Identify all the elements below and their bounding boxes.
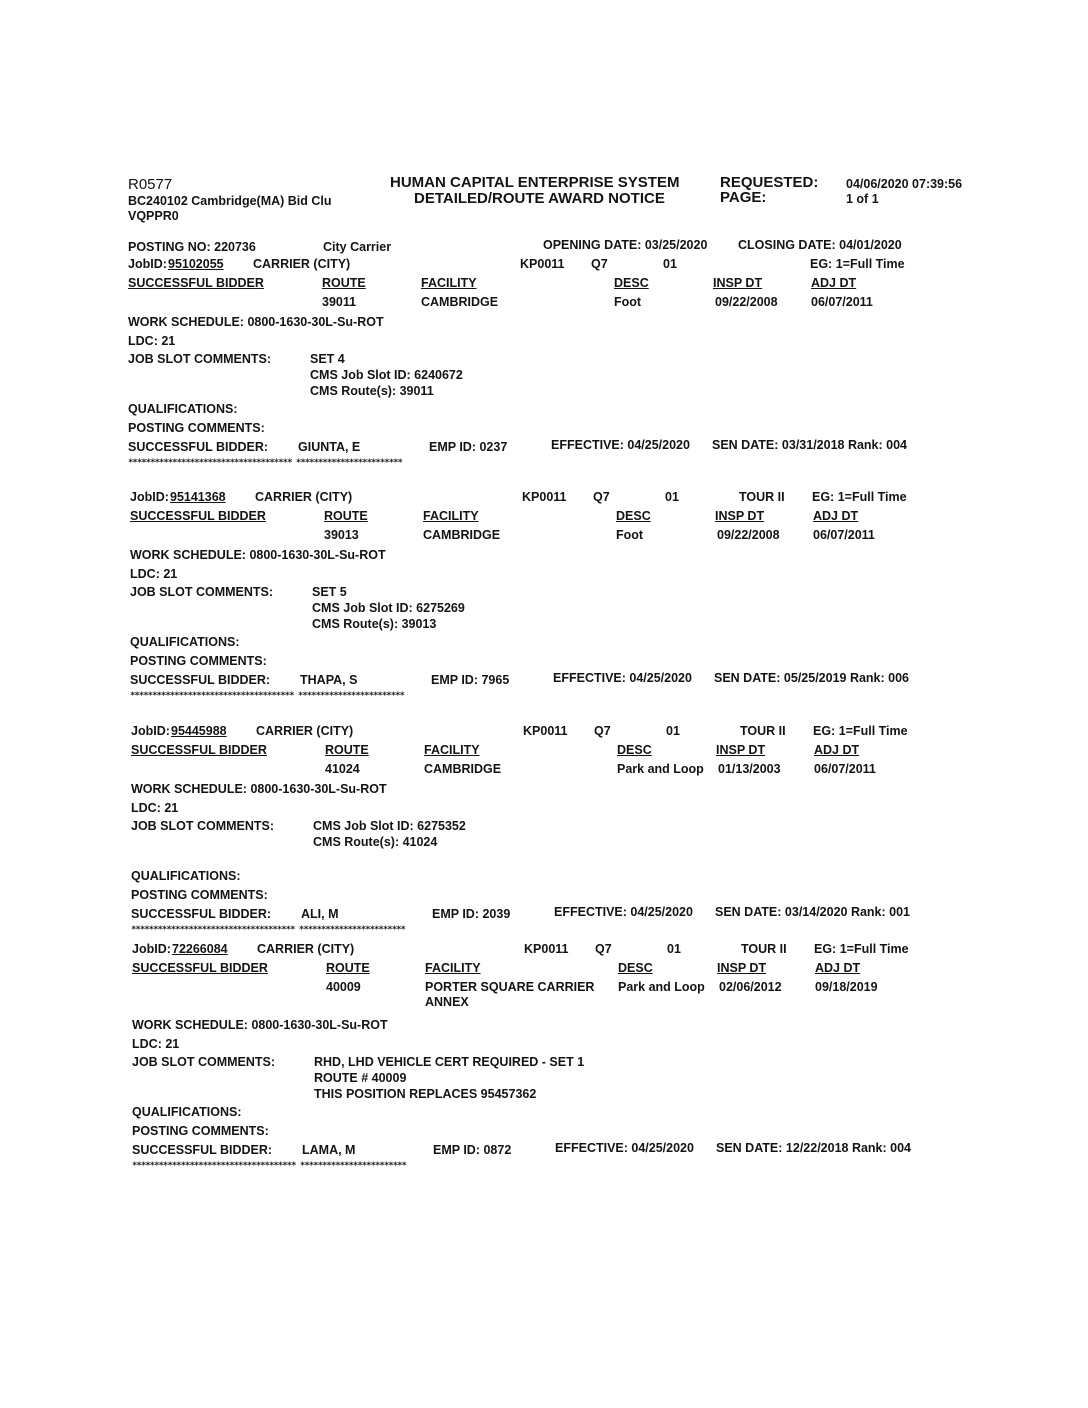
emp-id: EMP ID: 2039 bbox=[432, 907, 511, 921]
jobid-value: 95445988 bbox=[171, 724, 227, 738]
seniority-date-rank: SEN DATE: 03/14/2020 Rank: 001 bbox=[715, 905, 911, 919]
job-kp-code: KP0011 bbox=[523, 724, 568, 738]
facility-value: PORTER SQUARE CARRIER bbox=[425, 980, 595, 994]
desc-value: Foot bbox=[616, 528, 644, 542]
job-slot-comment-line: CMS Job Slot ID: 6275352 bbox=[313, 819, 466, 833]
job-slot-comment-line: CMS Job Slot ID: 6275269 bbox=[312, 601, 465, 615]
seniority-date-rank: SEN DATE: 05/25/2019 Rank: 006 bbox=[714, 671, 910, 685]
job-q-code: Q7 bbox=[593, 490, 610, 504]
emp-id: EMP ID: 7965 bbox=[431, 673, 510, 687]
job-slot-comments-label: JOB SLOT COMMENTS: bbox=[130, 585, 274, 599]
route-value: 39013 bbox=[324, 528, 359, 542]
col-facility: FACILITY bbox=[424, 743, 480, 757]
separator-stars: ************************************* ************************ bbox=[128, 458, 402, 468]
seniority-date-rank: SEN DATE: 12/22/2018 Rank: 004 bbox=[716, 1141, 912, 1155]
route-value: 40009 bbox=[326, 980, 361, 994]
adj-dt-value: 09/18/2019 bbox=[815, 980, 878, 994]
col-desc: DESC bbox=[614, 276, 649, 290]
jobid-value: 95102055 bbox=[168, 257, 224, 271]
col-successful-bidder: SUCCESSFUL BIDDER bbox=[131, 743, 267, 757]
emp-id: EMP ID: 0872 bbox=[433, 1143, 512, 1157]
col-desc: DESC bbox=[617, 743, 652, 757]
facility-value: CAMBRIDGE bbox=[421, 295, 499, 309]
jobid-label: JobID: bbox=[130, 490, 169, 504]
col-successful-bidder: SUCCESSFUL BIDDER bbox=[128, 276, 264, 290]
col-adj-dt: ADJ DT bbox=[814, 743, 860, 757]
page-value: 1 of 1 bbox=[846, 192, 879, 206]
jobid-value: 95141368 bbox=[170, 490, 226, 504]
work-schedule: WORK SCHEDULE: 0800-1630-30L-Su-ROT bbox=[131, 782, 387, 796]
job-eg: EG: 1=Full Time bbox=[812, 490, 907, 504]
desc-value: Park and Loop bbox=[618, 980, 705, 994]
job-n-code: 01 bbox=[663, 257, 677, 271]
route-value: 39011 bbox=[322, 295, 357, 309]
report-title: HUMAN CAPITAL ENTERPRISE SYSTEM bbox=[390, 174, 680, 191]
job-slot-comments-label: JOB SLOT COMMENTS: bbox=[132, 1055, 276, 1069]
col-desc: DESC bbox=[618, 961, 653, 975]
effective-date: EFFECTIVE: 04/25/2020 bbox=[551, 438, 690, 452]
work-schedule: WORK SCHEDULE: 0800-1630-30L-Su-ROT bbox=[132, 1018, 388, 1032]
route-value: 41024 bbox=[325, 762, 360, 776]
job-q-code: Q7 bbox=[595, 942, 612, 956]
successful-bidder-label: SUCCESSFUL BIDDER: bbox=[131, 907, 272, 921]
col-successful-bidder: SUCCESSFUL BIDDER bbox=[130, 509, 266, 523]
job-slot-comment-line: THIS POSITION REPLACES 95457362 bbox=[314, 1087, 537, 1101]
facility-value-line2: ANNEX bbox=[425, 995, 469, 1009]
effective-date: EFFECTIVE: 04/25/2020 bbox=[554, 905, 693, 919]
work-schedule: WORK SCHEDULE: 0800-1630-30L-Su-ROT bbox=[130, 548, 386, 562]
col-route: ROUTE bbox=[324, 509, 368, 523]
job-kp-code: KP0011 bbox=[522, 490, 567, 504]
qualifications-label: QUALIFICATIONS: bbox=[130, 635, 240, 649]
jobid-label: JobID: bbox=[128, 257, 167, 271]
separator-stars: ************************************* ************************ bbox=[132, 1161, 406, 1171]
job-tour: TOUR II bbox=[739, 490, 785, 504]
job-slot-comment-line: SET 5 bbox=[312, 585, 347, 599]
col-insp-dt: INSP DT bbox=[716, 743, 766, 757]
col-insp-dt: INSP DT bbox=[717, 961, 767, 975]
ldc: LDC: 21 bbox=[130, 567, 178, 581]
separator-stars: ************************************* ************************ bbox=[131, 925, 405, 935]
col-facility: FACILITY bbox=[423, 509, 479, 523]
insp-dt-value: 02/06/2012 bbox=[719, 980, 782, 994]
separator-stars: ************************************* ************************ bbox=[130, 691, 404, 701]
page-label: PAGE: bbox=[720, 189, 767, 206]
work-schedule: WORK SCHEDULE: 0800-1630-30L-Su-ROT bbox=[128, 315, 384, 329]
col-adj-dt: ADJ DT bbox=[815, 961, 861, 975]
col-adj-dt: ADJ DT bbox=[811, 276, 857, 290]
desc-value: Park and Loop bbox=[617, 762, 704, 776]
qualifications-label: QUALIFICATIONS: bbox=[131, 869, 241, 883]
facility-value: CAMBRIDGE bbox=[423, 528, 501, 542]
posting-comments-label: POSTING COMMENTS: bbox=[131, 888, 268, 902]
successful-bidder-label: SUCCESSFUL BIDDER: bbox=[128, 440, 269, 454]
job-slot-comment-line: CMS Job Slot ID: 6240672 bbox=[310, 368, 463, 382]
jobid-label: JobID: bbox=[131, 724, 170, 738]
insp-dt-value: 09/22/2008 bbox=[715, 295, 778, 309]
seniority-date-rank: SEN DATE: 03/31/2018 Rank: 004 bbox=[712, 438, 908, 452]
job-slot-comment-line: CMS Route(s): 39011 bbox=[310, 384, 434, 398]
closing-date: CLOSING DATE: 04/01/2020 bbox=[738, 238, 902, 252]
job-slot-comment-line: RHD, LHD VEHICLE CERT REQUIRED - SET 1 bbox=[314, 1055, 585, 1069]
job-tour: TOUR II bbox=[740, 724, 786, 738]
job-slot-comment-line: ROUTE # 40009 bbox=[314, 1071, 407, 1085]
insp-dt-value: 01/13/2003 bbox=[718, 762, 781, 776]
job-eg: EG: 1=Full Time bbox=[813, 724, 908, 738]
col-desc: DESC bbox=[616, 509, 651, 523]
ldc: LDC: 21 bbox=[128, 334, 176, 348]
col-adj-dt: ADJ DT bbox=[813, 509, 859, 523]
col-route: ROUTE bbox=[325, 743, 369, 757]
col-facility: FACILITY bbox=[421, 276, 477, 290]
job-kp-code: KP0011 bbox=[524, 942, 569, 956]
posting-comments-label: POSTING COMMENTS: bbox=[130, 654, 267, 668]
successful-bidder-label: SUCCESSFUL BIDDER: bbox=[130, 673, 271, 687]
job-title: CARRIER (CITY) bbox=[253, 257, 351, 271]
job-slot-comments-label: JOB SLOT COMMENTS: bbox=[128, 352, 272, 366]
job-eg: EG: 1=Full Time bbox=[810, 257, 905, 271]
facility-value: CAMBRIDGE bbox=[424, 762, 502, 776]
job-title: CARRIER (CITY) bbox=[256, 724, 354, 738]
jobid-value: 72266084 bbox=[172, 942, 228, 956]
ldc: LDC: 21 bbox=[131, 801, 179, 815]
col-successful-bidder: SUCCESSFUL BIDDER bbox=[132, 961, 268, 975]
job-kp-code: KP0011 bbox=[520, 257, 565, 271]
job-q-code: Q7 bbox=[594, 724, 611, 738]
job-slot-comments-label: JOB SLOT COMMENTS: bbox=[131, 819, 275, 833]
system-code: VQPPR0 bbox=[128, 209, 179, 223]
office-name: BC240102 Cambridge(MA) Bid Clu bbox=[128, 194, 332, 208]
posting-comments-label: POSTING COMMENTS: bbox=[132, 1124, 269, 1138]
successful-bidder-name: GIUNTA, E bbox=[298, 440, 361, 454]
desc-value: Foot bbox=[614, 295, 642, 309]
job-title: CARRIER (CITY) bbox=[255, 490, 353, 504]
job-slot-comment-line: CMS Route(s): 41024 bbox=[313, 835, 438, 849]
job-q-code: Q7 bbox=[591, 257, 608, 271]
job-tour: TOUR II bbox=[741, 942, 787, 956]
requested-label: REQUESTED: bbox=[720, 174, 819, 191]
posting-number: POSTING NO: 220736 bbox=[128, 240, 256, 254]
emp-id: EMP ID: 0237 bbox=[429, 440, 508, 454]
successful-bidder-name: ALI, M bbox=[301, 907, 339, 921]
job-n-code: 01 bbox=[665, 490, 679, 504]
insp-dt-value: 09/22/2008 bbox=[717, 528, 780, 542]
qualifications-label: QUALIFICATIONS: bbox=[132, 1105, 242, 1119]
adj-dt-value: 06/07/2011 bbox=[813, 528, 875, 542]
job-slot-comment-line: SET 4 bbox=[310, 352, 345, 366]
opening-date: OPENING DATE: 03/25/2020 bbox=[543, 238, 708, 252]
job-eg: EG: 1=Full Time bbox=[814, 942, 909, 956]
job-n-code: 01 bbox=[667, 942, 681, 956]
jobid-label: JobID: bbox=[132, 942, 171, 956]
successful-bidder-name: LAMA, M bbox=[302, 1143, 356, 1157]
successful-bidder-label: SUCCESSFUL BIDDER: bbox=[132, 1143, 273, 1157]
job-title: CARRIER (CITY) bbox=[257, 942, 355, 956]
col-route: ROUTE bbox=[326, 961, 370, 975]
effective-date: EFFECTIVE: 04/25/2020 bbox=[553, 671, 692, 685]
qualifications-label: QUALIFICATIONS: bbox=[128, 402, 238, 416]
report-subtitle: DETAILED/ROUTE AWARD NOTICE bbox=[414, 190, 665, 207]
report-id: R0577 bbox=[128, 176, 173, 193]
col-facility: FACILITY bbox=[425, 961, 481, 975]
adj-dt-value: 06/07/2011 bbox=[811, 295, 873, 309]
col-insp-dt: INSP DT bbox=[713, 276, 763, 290]
job-n-code: 01 bbox=[666, 724, 680, 738]
ldc: LDC: 21 bbox=[132, 1037, 180, 1051]
posting-craft: City Carrier bbox=[323, 240, 392, 254]
col-route: ROUTE bbox=[322, 276, 366, 290]
effective-date: EFFECTIVE: 04/25/2020 bbox=[555, 1141, 694, 1155]
requested-value: 04/06/2020 07:39:56 bbox=[846, 177, 963, 191]
col-insp-dt: INSP DT bbox=[715, 509, 765, 523]
adj-dt-value: 06/07/2011 bbox=[814, 762, 876, 776]
job-slot-comment-line: CMS Route(s): 39013 bbox=[312, 617, 437, 631]
posting-comments-label: POSTING COMMENTS: bbox=[128, 421, 265, 435]
successful-bidder-name: THAPA, S bbox=[300, 673, 358, 687]
